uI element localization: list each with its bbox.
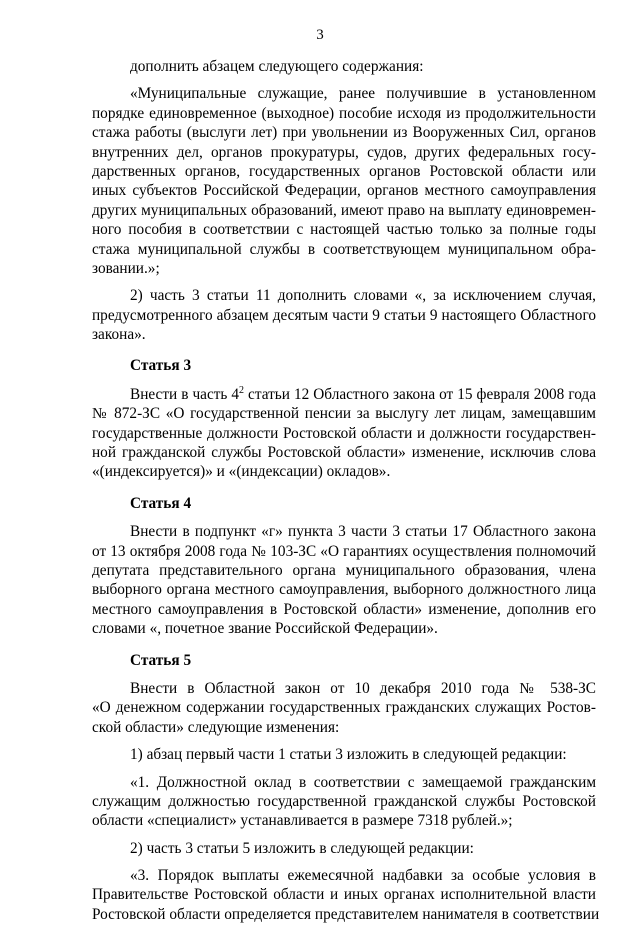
article-5-quote-2 <box>92 866 600 924</box>
text-line: местного самоуправления в Ростовской области» изменение, дополнив его <box>92 600 596 618</box>
text-line: дарственных органов, государственных органов Ростовской области или <box>92 162 596 180</box>
text-line: ного пособия в соответствии с настоящей частью только за полные годы <box>92 221 596 239</box>
text-line: дополнить абзацем следующего содержания: <box>130 58 424 75</box>
text-line: Внести в подпункт «г» пункта 3 части 3 статьи 17 Областного закона <box>130 523 596 541</box>
text-line: «О денежном содержании государственных гражданских служащих Ростов- <box>92 699 596 717</box>
article-5-quote-1 <box>92 773 596 831</box>
text-line: стажа работы (выслуги лет) при увольнении из Вооруженных Сил, органов <box>92 124 596 142</box>
article-4-heading: Статья 4 <box>130 494 192 512</box>
text-line: Ростовской области определяется представителем нанимателя в соответствии <box>92 905 600 923</box>
page-number: 3 <box>316 27 324 43</box>
article-5-intro <box>92 679 596 737</box>
article-5-heading: Статья 5 <box>130 651 192 669</box>
text-line: Правительстве Ростовской области и иных органах исполнительной власти <box>92 886 596 904</box>
article-4-body <box>92 522 596 638</box>
text-line: государственные должности Ростовской области и должности государствен- <box>92 424 596 442</box>
text-line: от 13 октября 2008 года № 103-ЗС «О гарантиях осуществления полномочий <box>92 542 596 560</box>
text-line: ной гражданской службы Ростовской области» изменение, исключив слова <box>92 444 596 462</box>
text-line: депутата представительного органа муниципального образования, члена <box>92 561 596 579</box>
text-line <box>92 385 596 404</box>
text-line: 1) абзац первый части 1 статьи 3 изложить в следующей редакции: <box>130 746 567 764</box>
paragraph-item-2 <box>92 286 596 344</box>
text-line: словами «, почетное звание Российской Федерации». <box>92 620 438 638</box>
text-line: внутренних дел, органов прокуратуры, судов, других федеральных госу- <box>92 143 596 161</box>
text-line: предусмотренного абзацем десятым части 9 статьи 9 настоящего Областного <box>92 306 596 324</box>
article-5-item-2 <box>92 839 596 858</box>
text-line: других муниципальных образований, имеют право на выплату единовремен- <box>92 201 596 219</box>
article-3-line1-before: Внести в часть 4 <box>130 385 240 403</box>
text-line: ской области» следующие изменения: <box>92 718 340 736</box>
text-line: иных субъектов Российской Федерации, органов местного самоуправления <box>92 182 596 200</box>
text-line: порядке единовременное (выходное) пособие исходя из продолжительности <box>92 104 596 122</box>
text-line: 2) часть 3 статьи 11 дополнить словами «, за исключением случая, <box>130 287 596 305</box>
text-line: служащим должностью государственной гражданской службы Ростовской <box>92 792 596 810</box>
article-3-line1-after: статьи 12 Областного закона от 15 февраля 2008 года <box>244 385 596 403</box>
text-line: закона». <box>92 326 146 344</box>
text-line: «3. Порядок выплаты ежемесячной надбавки за особые условия в <box>130 867 596 885</box>
article-5-item-1 <box>92 745 596 764</box>
text-line: 2) часть 3 статьи 5 изложить в следующей редакции: <box>130 839 474 857</box>
text-line: области «специалист» устанавливается в размере 7318 рублей.»; <box>92 812 513 830</box>
article-3-body <box>92 385 596 482</box>
text-line: Внести в Областной закон от 10 декабря 2010 года № 538-ЗС <box>130 679 596 697</box>
text-line: «(индексируется)» и «(индексации) окладов». <box>92 463 391 481</box>
document-body <box>92 57 600 932</box>
text-line: № 872-ЗС «О государственной пенсии за выслугу лет лицам, замещавшим <box>92 405 596 423</box>
text-line: «1. Должностной оклад в соответствии с замещаемой гражданским <box>130 773 596 791</box>
paragraph-intro <box>92 57 596 76</box>
text-line: «Муниципальные служащие, ранее получившие в установленном <box>130 85 596 103</box>
text-line: выборного органа местного самоуправления, выборного должностного лица <box>92 581 596 599</box>
paragraph-quote-municipal <box>92 84 596 278</box>
text-line: стажа муниципальной службы в соответствующем муниципальном обра- <box>92 240 596 258</box>
superscript: 2 <box>239 384 245 396</box>
text-line: зовании.»; <box>92 259 160 277</box>
article-3-heading: Статья 3 <box>130 357 192 375</box>
